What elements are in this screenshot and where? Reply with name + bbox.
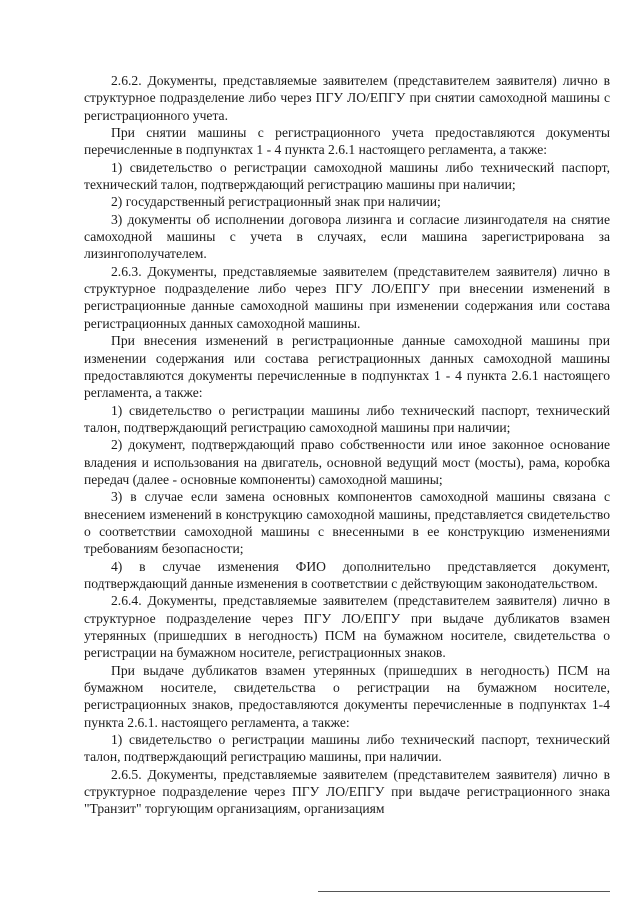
list-item-ownership-document: 2) документ, подтверждающий право собственности или иное законное основание владения и использования на двигатель, основной ведущий мост (мосты), рама, коробка передач (далее - основные компоненты) самоходной машины; [84, 437, 610, 487]
paragraph-2-6-4: 2.6.4. Документы, представляемые заявителем (представителем заявителя) лично в структурное подразделение через ПГУ ЛО/ЕПГУ при выдаче дубликатов взамен утерянных (пришедших в негодность) ПСМ на бумажном носителе, свидетельства о регистрации на бумажном носителе, регистрационных знаков. [84, 593, 610, 661]
list-item-name-change: 4) в случае изменения ФИО дополнительно представляется документ, подтверждающий данные изменения в соответствии с действующим законодательством. [84, 558, 610, 591]
paragraph-changes-docs: При внесения изменений в регистрационные данные самоходной машины при изменении содержания или состава регистрационных данных самоходной машины предоставляются документы перечисленные в подпунктах 1 - 4 пункта 2.6.1 настоящего регламента, а также: [84, 333, 610, 401]
list-item-registration-certificate: 1) свидетельство о регистрации машины либо технический паспорт, технический талон, подтверждающий регистрацию машины, при наличии. [84, 732, 610, 765]
list-item-registration-certificate: 1) свидетельство о регистрации самоходной машины либо технический паспорт, технический талон, подтверждающий регистрацию машины при наличии; [84, 159, 610, 193]
paragraph-2-6-2: 2.6.2. Документы, представляемые заявителем (представителем заявителя) лично в структурное подразделение либо через ПГУ ЛО/ЕПГУ при снятии самоходной машины с регистрационного учета. [84, 73, 610, 123]
footer-divider [318, 891, 610, 892]
paragraph-2-6-5: 2.6.5. Документы, представляемые заявителем (представителем заявителя) лично в структурное подразделение через ПГУ ЛО/ЕПГУ при выдаче регистрационного знака "Транзит" торгующим организациям, организациям [84, 766, 610, 817]
list-item-conformity-certificate: 3) в случае если замена основных компонентов самоходной машины связана с внесением изменений в конструкцию самоходной машины, представляется свидетельство о соответствии самоходной машины с внесенными в ее конструкцию изменениями требованиям безопасности; [84, 489, 610, 557]
paragraph-duplicates-docs: При выдаче дубликатов взамен утерянных (пришедших в негодность) ПСМ на бумажном носителе, свидетельства о регистрации на бумажном носителе, регистрационных знаков, предоставляются документы перечисленные в подпунктах 1-4 пункта 2.6.1. настоящего регламента, а также: [84, 662, 610, 730]
list-item-registration-certificate: 1) свидетельство о регистрации машины либо технический паспорт, технический талон, подтверждающий регистрацию самоходной машины при наличии; [84, 402, 610, 435]
list-item-leasing-documents: 3) документы об исполнении договора лизинга и согласие лизингодателя на снятие самоходной машины с учета в случаях, если машина зарегистрирована за лизингополучателем. [84, 211, 610, 262]
paragraph-2-6-3: 2.6.3. Документы, представляемые заявителем (представителем заявителя) лично в структурное подразделение либо через ПГУ ЛО/ЕПГУ при внесении изменений в регистрационные данные самоходной машины при изменении содержания или состава регистрационных данных самоходной машины. [84, 263, 610, 331]
document-body [84, 72, 610, 818]
paragraph-deregistration-docs: При снятии машины с регистрационного учета предоставляются документы перечисленные в подпунктах 1 - 4 пункта 2.6.1 настоящего регламента, а также: [84, 125, 610, 158]
list-item-registration-plate: 2) государственный регистрационный знак при наличии; [111, 194, 441, 210]
